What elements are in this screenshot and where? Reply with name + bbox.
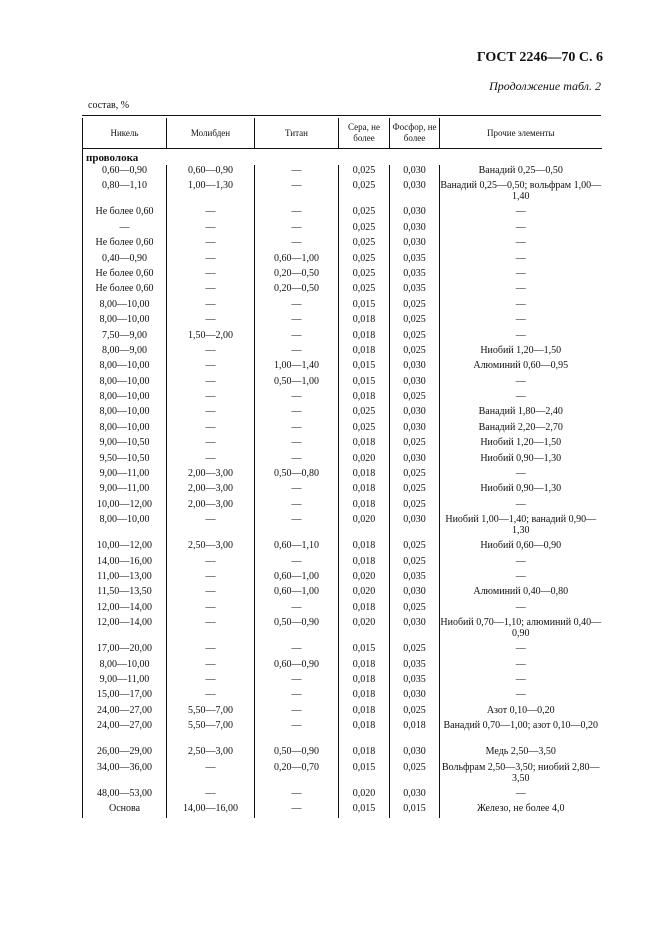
cell-nickel: 48,00—53,00 xyxy=(83,788,167,803)
cell-other-elements: — xyxy=(440,222,602,237)
cell-molybdenum: 5,50—7,00 xyxy=(167,720,255,746)
cell-other-elements: — xyxy=(440,643,602,658)
table-row xyxy=(83,360,602,375)
cell-titanium: — xyxy=(255,499,339,514)
cell-sulfur: 0,025 xyxy=(339,222,390,237)
cell-nickel: 34,00—36,00 xyxy=(83,762,167,788)
section-label: проволока xyxy=(83,149,602,166)
cell-phosphorus: 0,025 xyxy=(390,391,440,406)
cell-sulfur: 0,018 xyxy=(339,499,390,514)
cell-nickel: 8,00—10,00 xyxy=(83,422,167,437)
cell-titanium: — xyxy=(255,689,339,704)
cell-molybdenum: — xyxy=(167,602,255,617)
cell-nickel: 8,00—10,00 xyxy=(83,514,167,540)
cell-sulfur: 0,018 xyxy=(339,556,390,571)
cell-titanium: 1,00—1,40 xyxy=(255,360,339,375)
cell-nickel: Основа xyxy=(83,803,167,818)
cell-titanium: 0,60—1,00 xyxy=(255,253,339,268)
table-row xyxy=(83,468,602,483)
cell-phosphorus: 0,025 xyxy=(390,437,440,452)
cell-nickel: 17,00—20,00 xyxy=(83,643,167,658)
cell-nickel: 24,00—27,00 xyxy=(83,720,167,746)
cell-other-elements: Железо, не более 4,0 xyxy=(440,803,602,818)
table-row xyxy=(83,314,602,329)
table-row xyxy=(83,453,602,468)
cell-nickel: 11,50—13,50 xyxy=(83,586,167,601)
cell-titanium: — xyxy=(255,788,339,803)
cell-sulfur: 0,018 xyxy=(339,483,390,498)
cell-nickel: 0,60—0,90 xyxy=(83,165,167,180)
cell-titanium: 0,20—0,50 xyxy=(255,283,339,298)
table-row xyxy=(83,237,602,252)
cell-molybdenum: — xyxy=(167,268,255,283)
cell-titanium: — xyxy=(255,720,339,746)
cell-other-elements: Ванадий 0,70—1,00; азот 0,10—0,20 xyxy=(440,720,602,746)
cell-sulfur: 0,015 xyxy=(339,376,390,391)
cell-phosphorus: 0,030 xyxy=(390,746,440,761)
table-row xyxy=(83,659,602,674)
cell-nickel: 10,00—12,00 xyxy=(83,540,167,555)
table-row xyxy=(83,330,602,345)
cell-phosphorus: 0,025 xyxy=(390,330,440,345)
cell-nickel: — xyxy=(83,222,167,237)
cell-sulfur: 0,015 xyxy=(339,643,390,658)
cell-nickel: 26,00—29,00 xyxy=(83,746,167,761)
cell-sulfur: 0,025 xyxy=(339,283,390,298)
cell-titanium: — xyxy=(255,406,339,421)
cell-other-elements: — xyxy=(440,788,602,803)
cell-sulfur: 0,020 xyxy=(339,788,390,803)
cell-titanium: — xyxy=(255,705,339,720)
cell-phosphorus: 0,030 xyxy=(390,586,440,601)
cell-nickel: Не более 0,60 xyxy=(83,206,167,221)
cell-titanium: — xyxy=(255,345,339,360)
cell-molybdenum: — xyxy=(167,422,255,437)
cell-nickel: 8,00—10,00 xyxy=(83,376,167,391)
cell-other-elements: — xyxy=(440,268,602,283)
cell-nickel: 12,00—14,00 xyxy=(83,602,167,617)
cell-other-elements: Ниобий 1,00—1,40; ванадий 0,90—1,30 xyxy=(440,514,602,540)
table-row xyxy=(83,571,602,586)
cell-sulfur: 0,015 xyxy=(339,360,390,375)
cell-nickel: 12,00—14,00 xyxy=(83,617,167,643)
cell-phosphorus: 0,030 xyxy=(390,617,440,643)
cell-molybdenum: — xyxy=(167,643,255,658)
cell-phosphorus: 0,025 xyxy=(390,468,440,483)
cell-phosphorus: 0,025 xyxy=(390,499,440,514)
cell-other-elements: — xyxy=(440,283,602,298)
cell-phosphorus: 0,030 xyxy=(390,406,440,421)
table-row xyxy=(83,406,602,421)
table-row xyxy=(83,253,602,268)
cell-other-elements: — xyxy=(440,674,602,689)
cell-phosphorus: 0,025 xyxy=(390,540,440,555)
cell-titanium: — xyxy=(255,602,339,617)
table-row xyxy=(83,617,602,643)
cell-sulfur: 0,025 xyxy=(339,165,390,180)
table-row xyxy=(83,746,602,761)
cell-nickel: 14,00—16,00 xyxy=(83,556,167,571)
cell-phosphorus: 0,030 xyxy=(390,422,440,437)
cell-sulfur: 0,015 xyxy=(339,762,390,788)
cell-phosphorus: 0,025 xyxy=(390,556,440,571)
table-row xyxy=(83,643,602,658)
cell-phosphorus: 0,035 xyxy=(390,659,440,674)
cell-nickel: 9,00—10,50 xyxy=(83,437,167,452)
cell-titanium: 0,60—1,00 xyxy=(255,571,339,586)
cell-nickel: Не более 0,60 xyxy=(83,283,167,298)
cell-nickel: 9,00—11,00 xyxy=(83,483,167,498)
table-row xyxy=(83,422,602,437)
cell-molybdenum: — xyxy=(167,788,255,803)
cell-other-elements: Медь 2,50—3,50 xyxy=(440,746,602,761)
table-row xyxy=(83,283,602,298)
cell-other-elements: — xyxy=(440,571,602,586)
cell-titanium: 0,60—1,10 xyxy=(255,540,339,555)
cell-sulfur: 0,025 xyxy=(339,268,390,283)
table-row xyxy=(83,376,602,391)
cell-phosphorus: 0,035 xyxy=(390,674,440,689)
table-row xyxy=(83,720,602,746)
cell-molybdenum: 5,50—7,00 xyxy=(167,705,255,720)
cell-phosphorus: 0,025 xyxy=(390,602,440,617)
cell-nickel: 10,00—12,00 xyxy=(83,499,167,514)
cell-other-elements: Ванадий 2,20—2,70 xyxy=(440,422,602,437)
table-row xyxy=(83,788,602,803)
cell-titanium: — xyxy=(255,514,339,540)
cell-nickel: 8,00—10,00 xyxy=(83,299,167,314)
cell-sulfur: 0,025 xyxy=(339,206,390,221)
cell-molybdenum: — xyxy=(167,514,255,540)
cell-other-elements: — xyxy=(440,602,602,617)
cell-sulfur: 0,015 xyxy=(339,803,390,818)
cell-sulfur: 0,018 xyxy=(339,705,390,720)
cell-other-elements: Ниобий 1,20—1,50 xyxy=(440,437,602,452)
cell-phosphorus: 0,025 xyxy=(390,345,440,360)
cell-other-elements: — xyxy=(440,237,602,252)
cell-titanium: — xyxy=(255,437,339,452)
cell-titanium: — xyxy=(255,391,339,406)
cell-molybdenum: 14,00—16,00 xyxy=(167,803,255,818)
cell-nickel: 9,50—10,50 xyxy=(83,453,167,468)
cell-phosphorus: 0,030 xyxy=(390,222,440,237)
cell-nickel: 8,00—10,00 xyxy=(83,406,167,421)
table-row xyxy=(83,206,602,221)
cell-phosphorus: 0,025 xyxy=(390,762,440,788)
cell-sulfur: 0,025 xyxy=(339,406,390,421)
cell-titanium: 0,60—0,90 xyxy=(255,659,339,674)
table-top-rule xyxy=(82,115,601,116)
table-continuation-note: Продолжение табл. 2 xyxy=(489,79,601,93)
cell-nickel: 8,00—10,00 xyxy=(83,391,167,406)
cell-phosphorus: 0,025 xyxy=(390,705,440,720)
cell-molybdenum: — xyxy=(167,299,255,314)
cell-other-elements: Ниобий 0,60—0,90 xyxy=(440,540,602,555)
cell-molybdenum: — xyxy=(167,222,255,237)
cell-titanium: — xyxy=(255,483,339,498)
cell-sulfur: 0,025 xyxy=(339,237,390,252)
cell-sulfur: 0,018 xyxy=(339,659,390,674)
table-row xyxy=(83,499,602,514)
cell-sulfur: 0,020 xyxy=(339,514,390,540)
cell-sulfur: 0,018 xyxy=(339,746,390,761)
cell-nickel: 15,00—17,00 xyxy=(83,689,167,704)
cell-nickel: 0,80—1,10 xyxy=(83,180,167,206)
cell-titanium: — xyxy=(255,180,339,206)
cell-other-elements: Ниобий 1,20—1,50 xyxy=(440,345,602,360)
cell-phosphorus: 0,035 xyxy=(390,253,440,268)
cell-sulfur: 0,025 xyxy=(339,253,390,268)
col-header-sulfur: Сера, не более xyxy=(339,118,390,149)
cell-titanium: — xyxy=(255,556,339,571)
table-row xyxy=(83,586,602,601)
table-header-row xyxy=(83,118,602,149)
cell-molybdenum: — xyxy=(167,762,255,788)
cell-molybdenum: — xyxy=(167,674,255,689)
cell-sulfur: 0,018 xyxy=(339,689,390,704)
cell-molybdenum: — xyxy=(167,406,255,421)
cell-nickel: 8,00—9,00 xyxy=(83,345,167,360)
cell-sulfur: 0,018 xyxy=(339,674,390,689)
composition-label: состав, % xyxy=(88,100,130,111)
cell-titanium: — xyxy=(255,803,339,818)
section-row xyxy=(83,149,602,166)
cell-other-elements: Алюминий 0,60—0,95 xyxy=(440,360,602,375)
cell-molybdenum: — xyxy=(167,391,255,406)
table-row xyxy=(83,602,602,617)
cell-molybdenum: — xyxy=(167,453,255,468)
cell-sulfur: 0,020 xyxy=(339,617,390,643)
cell-molybdenum: — xyxy=(167,206,255,221)
cell-molybdenum: — xyxy=(167,345,255,360)
cell-nickel: 0,40—0,90 xyxy=(83,253,167,268)
cell-phosphorus: 0,035 xyxy=(390,268,440,283)
cell-molybdenum: 2,50—3,00 xyxy=(167,540,255,555)
cell-molybdenum: — xyxy=(167,314,255,329)
cell-other-elements: — xyxy=(440,556,602,571)
table-row xyxy=(83,299,602,314)
cell-titanium: — xyxy=(255,422,339,437)
cell-other-elements: — xyxy=(440,330,602,345)
cell-sulfur: 0,020 xyxy=(339,571,390,586)
cell-other-elements: Ниобий 0,70—1,10; алюминий 0,40—0,90 xyxy=(440,617,602,643)
table-row xyxy=(83,514,602,540)
cell-titanium: — xyxy=(255,206,339,221)
cell-other-elements: Ванадий 0,25—0,50; вольфрам 1,00—1,40 xyxy=(440,180,602,206)
cell-other-elements: Вольфрам 2,50—3,50; ниобий 2,80—3,50 xyxy=(440,762,602,788)
cell-other-elements: — xyxy=(440,499,602,514)
cell-titanium: 0,20—0,50 xyxy=(255,268,339,283)
table-row xyxy=(83,345,602,360)
cell-phosphorus: 0,018 xyxy=(390,720,440,746)
col-header-molybdenum: Молибден xyxy=(167,118,255,149)
cell-nickel: 9,00—11,00 xyxy=(83,468,167,483)
cell-nickel: 8,00—10,00 xyxy=(83,314,167,329)
cell-phosphorus: 0,035 xyxy=(390,283,440,298)
cell-molybdenum: — xyxy=(167,571,255,586)
cell-titanium: — xyxy=(255,453,339,468)
cell-other-elements: — xyxy=(440,689,602,704)
cell-sulfur: 0,015 xyxy=(339,299,390,314)
document-reference: ГОСТ 2246—70 С. 6 xyxy=(476,50,603,65)
cell-sulfur: 0,020 xyxy=(339,453,390,468)
cell-sulfur: 0,018 xyxy=(339,720,390,746)
cell-molybdenum: 2,00—3,00 xyxy=(167,468,255,483)
cell-sulfur: 0,025 xyxy=(339,422,390,437)
cell-nickel: 8,00—10,00 xyxy=(83,360,167,375)
cell-molybdenum: — xyxy=(167,617,255,643)
cell-phosphorus: 0,030 xyxy=(390,206,440,221)
cell-phosphorus: 0,030 xyxy=(390,788,440,803)
cell-molybdenum: — xyxy=(167,556,255,571)
cell-molybdenum: — xyxy=(167,376,255,391)
cell-phosphorus: 0,025 xyxy=(390,643,440,658)
cell-titanium: 0,60—1,00 xyxy=(255,586,339,601)
table-row xyxy=(83,437,602,452)
cell-titanium: — xyxy=(255,643,339,658)
table-row xyxy=(83,165,602,180)
cell-phosphorus: 0,030 xyxy=(390,180,440,206)
cell-molybdenum: — xyxy=(167,586,255,601)
cell-sulfur: 0,018 xyxy=(339,540,390,555)
table-row xyxy=(83,762,602,788)
cell-titanium: 0,20—0,70 xyxy=(255,762,339,788)
table-row xyxy=(83,705,602,720)
cell-other-elements: — xyxy=(440,659,602,674)
cell-other-elements: Ванадий 1,80—2,40 xyxy=(440,406,602,421)
cell-other-elements: Ниобий 0,90—1,30 xyxy=(440,483,602,498)
composition-table xyxy=(82,118,602,818)
cell-molybdenum: — xyxy=(167,360,255,375)
table-row xyxy=(83,689,602,704)
cell-phosphorus: 0,025 xyxy=(390,299,440,314)
cell-titanium: — xyxy=(255,165,339,180)
cell-nickel: 9,00—11,00 xyxy=(83,674,167,689)
table-row xyxy=(83,674,602,689)
col-header-nickel: Никель xyxy=(83,118,167,149)
cell-phosphorus: 0,030 xyxy=(390,376,440,391)
cell-sulfur: 0,018 xyxy=(339,330,390,345)
cell-titanium: — xyxy=(255,222,339,237)
cell-other-elements: Ниобий 0,90—1,30 xyxy=(440,453,602,468)
cell-other-elements: Азот 0,10—0,20 xyxy=(440,705,602,720)
cell-molybdenum: — xyxy=(167,437,255,452)
cell-sulfur: 0,018 xyxy=(339,602,390,617)
cell-sulfur: 0,018 xyxy=(339,437,390,452)
table-row xyxy=(83,540,602,555)
cell-molybdenum: 1,50—2,00 xyxy=(167,330,255,345)
cell-titanium: 0,50—1,00 xyxy=(255,376,339,391)
cell-titanium: 0,50—0,80 xyxy=(255,468,339,483)
table-row xyxy=(83,391,602,406)
cell-molybdenum: — xyxy=(167,237,255,252)
cell-other-elements: Ванадий 0,25—0,50 xyxy=(440,165,602,180)
cell-sulfur: 0,018 xyxy=(339,391,390,406)
cell-other-elements: — xyxy=(440,391,602,406)
table-row xyxy=(83,268,602,283)
cell-molybdenum: 2,00—3,00 xyxy=(167,483,255,498)
cell-sulfur: 0,025 xyxy=(339,180,390,206)
cell-other-elements: — xyxy=(440,253,602,268)
table-row xyxy=(83,180,602,206)
cell-nickel: 24,00—27,00 xyxy=(83,705,167,720)
cell-sulfur: 0,018 xyxy=(339,468,390,483)
cell-phosphorus: 0,030 xyxy=(390,165,440,180)
cell-molybdenum: — xyxy=(167,253,255,268)
cell-other-elements: — xyxy=(440,314,602,329)
table-row xyxy=(83,803,602,818)
cell-phosphorus: 0,030 xyxy=(390,514,440,540)
cell-titanium: 0,50—0,90 xyxy=(255,617,339,643)
cell-nickel: 8,00—10,00 xyxy=(83,659,167,674)
cell-molybdenum: 2,00—3,00 xyxy=(167,499,255,514)
col-header-titanium: Титан xyxy=(255,118,339,149)
cell-phosphorus: 0,025 xyxy=(390,314,440,329)
table-row xyxy=(83,556,602,571)
cell-sulfur: 0,018 xyxy=(339,345,390,360)
cell-titanium: — xyxy=(255,299,339,314)
cell-other-elements: — xyxy=(440,468,602,483)
cell-molybdenum: 2,50—3,00 xyxy=(167,746,255,761)
cell-other-elements: — xyxy=(440,299,602,314)
cell-molybdenum: — xyxy=(167,659,255,674)
cell-molybdenum: — xyxy=(167,689,255,704)
cell-titanium: — xyxy=(255,314,339,329)
cell-other-elements: — xyxy=(440,206,602,221)
table-row xyxy=(83,483,602,498)
cell-molybdenum: 1,00—1,30 xyxy=(167,180,255,206)
cell-phosphorus: 0,030 xyxy=(390,689,440,704)
cell-phosphorus: 0,030 xyxy=(390,360,440,375)
cell-titanium: 0,50—0,90 xyxy=(255,746,339,761)
cell-titanium: — xyxy=(255,674,339,689)
cell-titanium: — xyxy=(255,330,339,345)
cell-sulfur: 0,018 xyxy=(339,314,390,329)
cell-nickel: 11,00—13,00 xyxy=(83,571,167,586)
cell-titanium: — xyxy=(255,237,339,252)
cell-molybdenum: — xyxy=(167,283,255,298)
cell-sulfur: 0,020 xyxy=(339,586,390,601)
cell-phosphorus: 0,030 xyxy=(390,237,440,252)
cell-molybdenum: 0,60—0,90 xyxy=(167,165,255,180)
cell-other-elements: — xyxy=(440,376,602,391)
cell-phosphorus: 0,015 xyxy=(390,803,440,818)
col-header-phosphorus: Фосфор, не более xyxy=(390,118,440,149)
cell-nickel: Не более 0,60 xyxy=(83,268,167,283)
cell-phosphorus: 0,035 xyxy=(390,571,440,586)
col-header-other-elements: Прочие элементы xyxy=(440,118,602,149)
cell-other-elements: Алюминий 0,40—0,80 xyxy=(440,586,602,601)
cell-phosphorus: 0,030 xyxy=(390,453,440,468)
table-row xyxy=(83,222,602,237)
cell-nickel: 7,50—9,00 xyxy=(83,330,167,345)
cell-phosphorus: 0,025 xyxy=(390,483,440,498)
cell-nickel: Не более 0,60 xyxy=(83,237,167,252)
